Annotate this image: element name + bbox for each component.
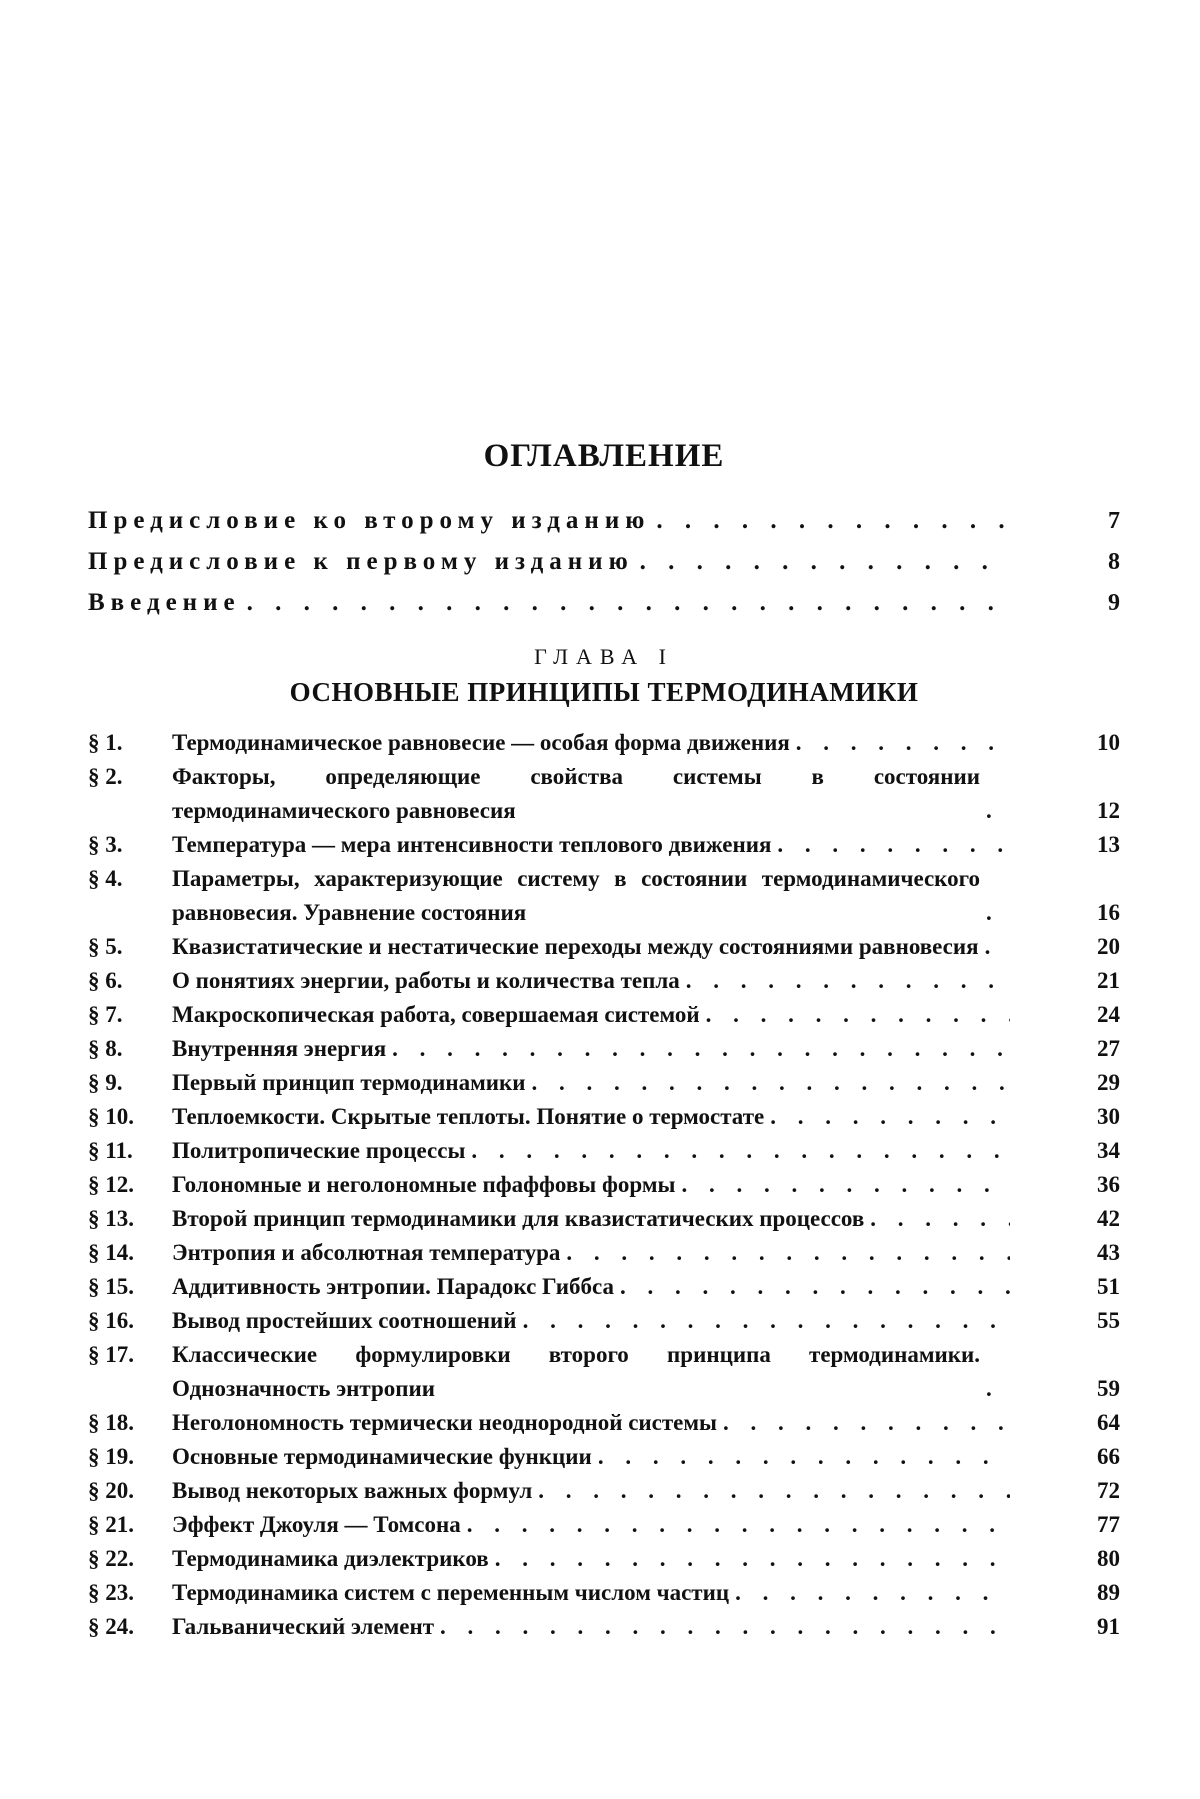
toc-entry-page: 7 [1056,508,1120,535]
section-title: Первый принцип термодинамики [172,1066,526,1100]
dot-leader [986,896,1010,930]
toc-entry-label: Предисловие к первому изданию [88,548,634,576]
section-title: Второй принцип термодинамики для квазистатических процессов [172,1202,864,1236]
dot-leader [986,1372,1010,1406]
page-title: ОГЛАВЛЕНИЕ [88,438,1120,475]
section-title: Энтропия и абсолютная температура [172,1236,560,1270]
section-title: Теплоемкости. Скрытые теплоты. Понятие о термостате [172,1100,764,1134]
toc-entry-label: Предисловие ко второму изданию [88,507,650,535]
section-page: 16 [1056,896,1120,930]
section-page: 77 [1056,1508,1120,1542]
toc-entry-preface-second[interactable] [88,507,1120,548]
section-title: Голономные и неголономные пфаффовы формы [172,1168,675,1202]
toc-entry-preface-first[interactable] [88,548,1120,589]
dot-leader [706,998,1010,1032]
toc-section-20[interactable] [88,1474,1120,1508]
toc-section-22[interactable] [88,1542,1120,1576]
section-number: § 24. [88,1610,172,1644]
toc-section-14[interactable] [88,1236,1120,1270]
toc-section-3[interactable] [88,828,1120,862]
toc-entry-label: Введение [88,589,241,617]
dot-leader [681,1168,1010,1202]
section-page: 91 [1056,1610,1120,1644]
toc-section-15[interactable] [88,1270,1120,1304]
section-page: 27 [1056,1032,1120,1066]
toc-section-1[interactable] [88,726,1120,760]
toc-section-16[interactable] [88,1304,1120,1338]
toc-section-13[interactable] [88,1202,1120,1236]
section-page: 64 [1056,1406,1120,1440]
section-page: 29 [1056,1066,1120,1100]
dot-leader [735,1576,1010,1610]
section-number: § 20. [88,1474,172,1508]
toc-section-12[interactable] [88,1168,1120,1202]
toc-entry-introduction[interactable] [88,589,1120,630]
section-number: § 23. [88,1576,172,1610]
section-title: Политропические процессы [172,1134,465,1168]
toc-section-4[interactable] [88,862,1120,930]
section-page: 55 [1056,1304,1120,1338]
toc-section-6[interactable] [88,964,1120,998]
section-page: 36 [1056,1168,1120,1202]
dot-leader [985,930,1010,964]
front-matter-list [88,507,1120,630]
section-number: § 3. [88,828,172,862]
section-number: § 11. [88,1134,172,1168]
dot-leader [598,1440,1010,1474]
section-page: 21 [1056,964,1120,998]
section-number: § 9. [88,1066,172,1100]
toc-section-23[interactable] [88,1576,1120,1610]
section-page: 10 [1056,726,1120,760]
toc-section-18[interactable] [88,1406,1120,1440]
section-number: § 18. [88,1406,172,1440]
toc-section-10[interactable] [88,1100,1120,1134]
section-number: § 2. [88,760,172,794]
section-number: § 17. [88,1338,172,1372]
toc-section-9[interactable] [88,1066,1120,1100]
section-number: § 22. [88,1542,172,1576]
toc-section-24[interactable] [88,1610,1120,1644]
section-page: 72 [1056,1474,1120,1508]
section-title: Термодинамика систем с переменным числом частиц [172,1576,729,1610]
section-title: Макроскопическая работа, совершаемая системой [172,998,700,1032]
dot-leader [538,1474,1010,1508]
dot-leader [777,828,1010,862]
section-page: 89 [1056,1576,1120,1610]
dot-leader [247,589,1010,617]
section-page: 80 [1056,1542,1120,1576]
section-page: 43 [1056,1236,1120,1270]
section-number: § 1. [88,726,172,760]
dot-leader [870,1202,1010,1236]
dot-leader [523,1304,1010,1338]
section-page: 13 [1056,828,1120,862]
section-number: § 16. [88,1304,172,1338]
section-page: 12 [1056,794,1120,828]
section-page: 42 [1056,1202,1120,1236]
section-title: Квазистатические и нестатические переходы между состояниями равновесия [172,930,979,964]
toc-section-7[interactable] [88,998,1120,1032]
dot-leader [566,1236,1010,1270]
dot-leader [723,1406,1010,1440]
section-list [88,726,1120,1644]
chapter-title: ОСНОВНЫЕ ПРИНЦИПЫ ТЕРМОДИНАМИКИ [88,677,1120,708]
section-title: Аддитивность энтропии. Парадокс Гиббса [172,1270,614,1304]
toc-section-17[interactable] [88,1338,1120,1406]
toc-entry-page: 9 [1056,590,1120,617]
section-number: § 14. [88,1236,172,1270]
section-title: Эффект Джоуля — Томсона [172,1508,461,1542]
section-number: § 4. [88,862,172,896]
dot-leader [686,964,1010,998]
section-title: Классические формулировки второго принципа термодинамики. Однозначность энтропии [172,1338,980,1406]
book-page [88,0,1120,1799]
section-title: Вывод некоторых важных формул [172,1474,532,1508]
section-page: 34 [1056,1134,1120,1168]
section-title: Внутренняя энергия [172,1032,386,1066]
chapter-label: ГЛАВА I [88,644,1120,670]
dot-leader [392,1032,1010,1066]
toc-section-8[interactable] [88,1032,1120,1066]
toc-section-5[interactable] [88,930,1120,964]
section-title: О понятиях энергии, работы и количества тепла [172,964,680,998]
section-title: Гальванический элемент [172,1610,434,1644]
section-title: Температура — мера интенсивности теплового движения [172,828,771,862]
section-number: § 13. [88,1202,172,1236]
dot-leader [440,1610,1010,1644]
toc-section-11[interactable] [88,1134,1120,1168]
dot-leader [986,794,1010,828]
section-title: Термодинамическое равновесие — особая форма движения [172,726,790,760]
dot-leader [471,1134,1010,1168]
section-title: Параметры, характеризующие систему в состоянии термодинамического равновесия. Уравнение состояния [172,862,980,930]
dot-leader [770,1100,1010,1134]
dot-leader [796,726,1010,760]
section-number: § 21. [88,1508,172,1542]
section-page: 59 [1056,1372,1120,1406]
section-title: Вывод простейших соотношений [172,1304,517,1338]
section-title: Факторы, определяющие свойства системы в состоянии термодинамического равновесия [172,760,980,828]
toc-section-19[interactable] [88,1440,1120,1474]
section-page: 24 [1056,998,1120,1032]
section-number: § 12. [88,1168,172,1202]
dot-leader [640,548,1010,576]
section-number: § 10. [88,1100,172,1134]
section-page: 51 [1056,1270,1120,1304]
dot-leader [532,1066,1010,1100]
section-title: Основные термодинамические функции [172,1440,592,1474]
section-page: 20 [1056,930,1120,964]
toc-section-2[interactable] [88,760,1120,828]
toc-entry-page: 8 [1056,549,1120,576]
section-number: § 19. [88,1440,172,1474]
section-title: Термодинамика диэлектриков [172,1542,489,1576]
dot-leader [656,507,1010,535]
section-number: § 15. [88,1270,172,1304]
section-page: 30 [1056,1100,1120,1134]
section-number: § 5. [88,930,172,964]
section-page: 66 [1056,1440,1120,1474]
section-number: § 8. [88,1032,172,1066]
dot-leader [495,1542,1010,1576]
dot-leader [467,1508,1010,1542]
section-title: Неголономность термически неоднородной системы [172,1406,717,1440]
section-number: § 7. [88,998,172,1032]
section-number: § 6. [88,964,172,998]
dot-leader [620,1270,1010,1304]
toc-section-21[interactable] [88,1508,1120,1542]
